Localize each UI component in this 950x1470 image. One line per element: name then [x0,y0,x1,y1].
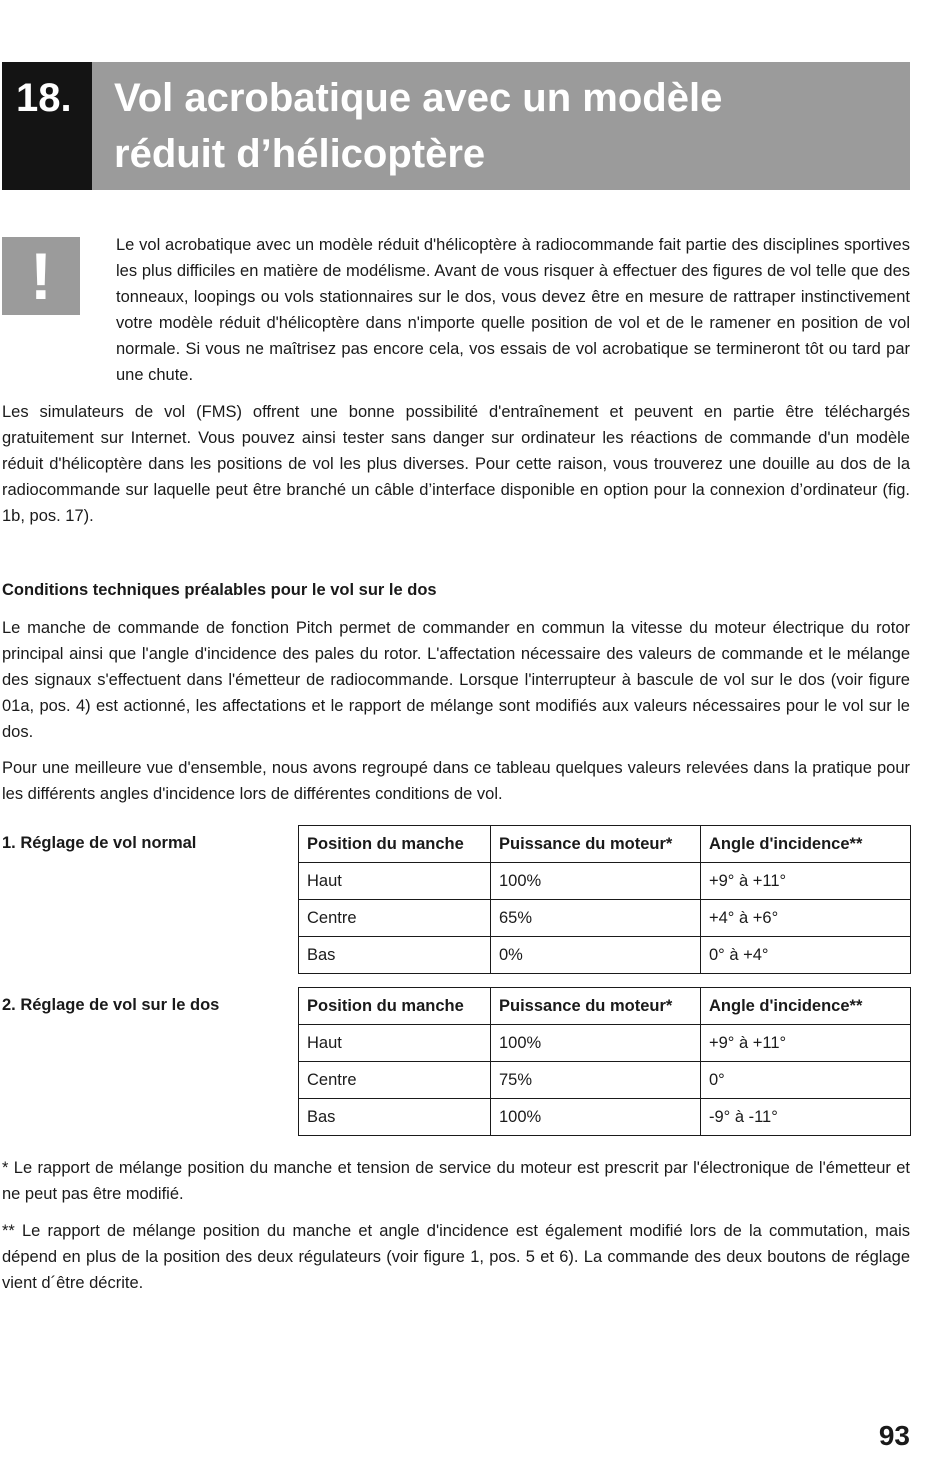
table-cell: Centre [299,1062,491,1099]
header-cell: Angle d'incidence** [701,988,911,1025]
table-cell: 100% [491,1099,701,1136]
table-cell: Haut [299,1025,491,1062]
intro-paragraph: Le vol acrobatique avec un modèle réduit d'hélicoptère à radiocommande fait partie des disciplines sportives les plus difficiles en matière de modélisme. Avant de vous risquer à effectuer des figures de vol telle que des tonneaux, loopings ou vols stationnaires sur le dos, vous devez être en mesure de rattraper instinctivement votre modèle réduit d'hélicoptère dans n'importe quelle position de vol et de le ramener en position de vol normale. Si vous ne maîtrisez pas encore cela, vos essais de vol acrobatique se termineront tôt ou tard par une chute. [116,236,910,384]
simulators-paragraph: Les simulateurs de vol (FMS) offrent une bonne possibilité d'entraînement et peuvent en partie être téléchargés gratuitement sur Internet. Vous pouvez ainsi tester sans danger sur ordinateur les réactions de commande d'un modèle réduit d'hélicoptère dans les positions de vol les plus diverses. Pour cette raison, vous trouverez une douille au dos de la radiocommande sur laquelle peut être branché un câble d’interface disponible en option pour la connexion d’ordinateur (fig. 1b, pos. 17). [2,403,910,525]
chapter-title-line2: réduit d’hélicoptère [114,132,486,176]
table-row [299,1025,911,1062]
header-cell: Position du manche [299,988,491,1025]
table-intro-paragraph: Pour une meilleure vue d'ensemble, nous avons regroupé dans ce tableau quelques valeurs relevées dans la pratique pour les différents angles d'incidence lors de différentes conditions de vol. [2,759,910,803]
table-header-row [299,988,911,1025]
table-cell: 100% [491,863,701,900]
table-cell: -9° à -11° [701,1099,911,1136]
pitch-paragraph: Le manche de commande de fonction Pitch permet de commander en commun la vitesse du moteur électrique du rotor principal ainsi que l'angle d'incidence des pales du rotor. L'affectation nécessaire des valeurs de commande et le mélange des signaux s'effectuent dans l'émetteur de radiocommande. Lorsque l'interrupteur à bascule de vol sur le dos (voir figure 01a, pos. 4) est actionné, les affectations et le rapport de mélange sont modifiés aux valeurs nécessaires pour le vol sur le dos. [2,619,910,741]
table-cell: Centre [299,900,491,937]
normal-flight-table [298,825,911,974]
table-row [299,937,911,974]
table-label-inverted: 2. Réglage de vol sur le dos [2,996,220,1014]
table-cell: 0% [491,937,701,974]
table-cell: 65% [491,900,701,937]
table-cell: Haut [299,863,491,900]
chapter-title [92,62,910,190]
table-cell: Bas [299,937,491,974]
header-cell: Position du manche [299,826,491,863]
table-row [299,900,911,937]
page-number: 93 [878,1420,910,1451]
table-cell: 75% [491,1062,701,1099]
table-cell: +4° à +6° [701,900,911,937]
chapter-header [2,62,910,190]
inverted-flight-table [298,987,911,1136]
table-cell: 0° à +4° [701,937,911,974]
header-cell: Puissance du moteur* [491,826,701,863]
footnote-1: * Le rapport de mélange position du manche et tension de service du moteur est prescrit par l'électronique de l'émetteur et ne peut pas être modifié. [2,1159,910,1203]
table-label-normal: 1. Réglage de vol normal [2,834,197,852]
table-cell: Bas [299,1099,491,1136]
chapter-title-line1: Vol acrobatique avec un modèle [114,76,723,120]
footnote-2: ** Le rapport de mélange position du manche et angle d'incidence est également modifié lors de la commutation, mais dépend en plus de la position des deux régulateurs (voir figure 1, pos. 5 et 6). La commande des deux boutons de réglage vient d´être décrite. [2,1222,910,1292]
table-cell: 100% [491,1025,701,1062]
table-cell: 0° [701,1062,911,1099]
chapter-number: 18. [2,62,92,190]
exclamation-icon: ! [2,237,80,315]
table-cell: +9° à +11° [701,863,911,900]
header-cell: Angle d'incidence** [701,826,911,863]
table-row [299,1062,911,1099]
section-heading: Conditions techniques préalables pour le vol sur le dos [2,581,437,599]
table-row [299,1099,911,1136]
table-header-row [299,826,911,863]
table-cell: +9° à +11° [701,1025,911,1062]
table-row [299,863,911,900]
header-cell: Puissance du moteur* [491,988,701,1025]
